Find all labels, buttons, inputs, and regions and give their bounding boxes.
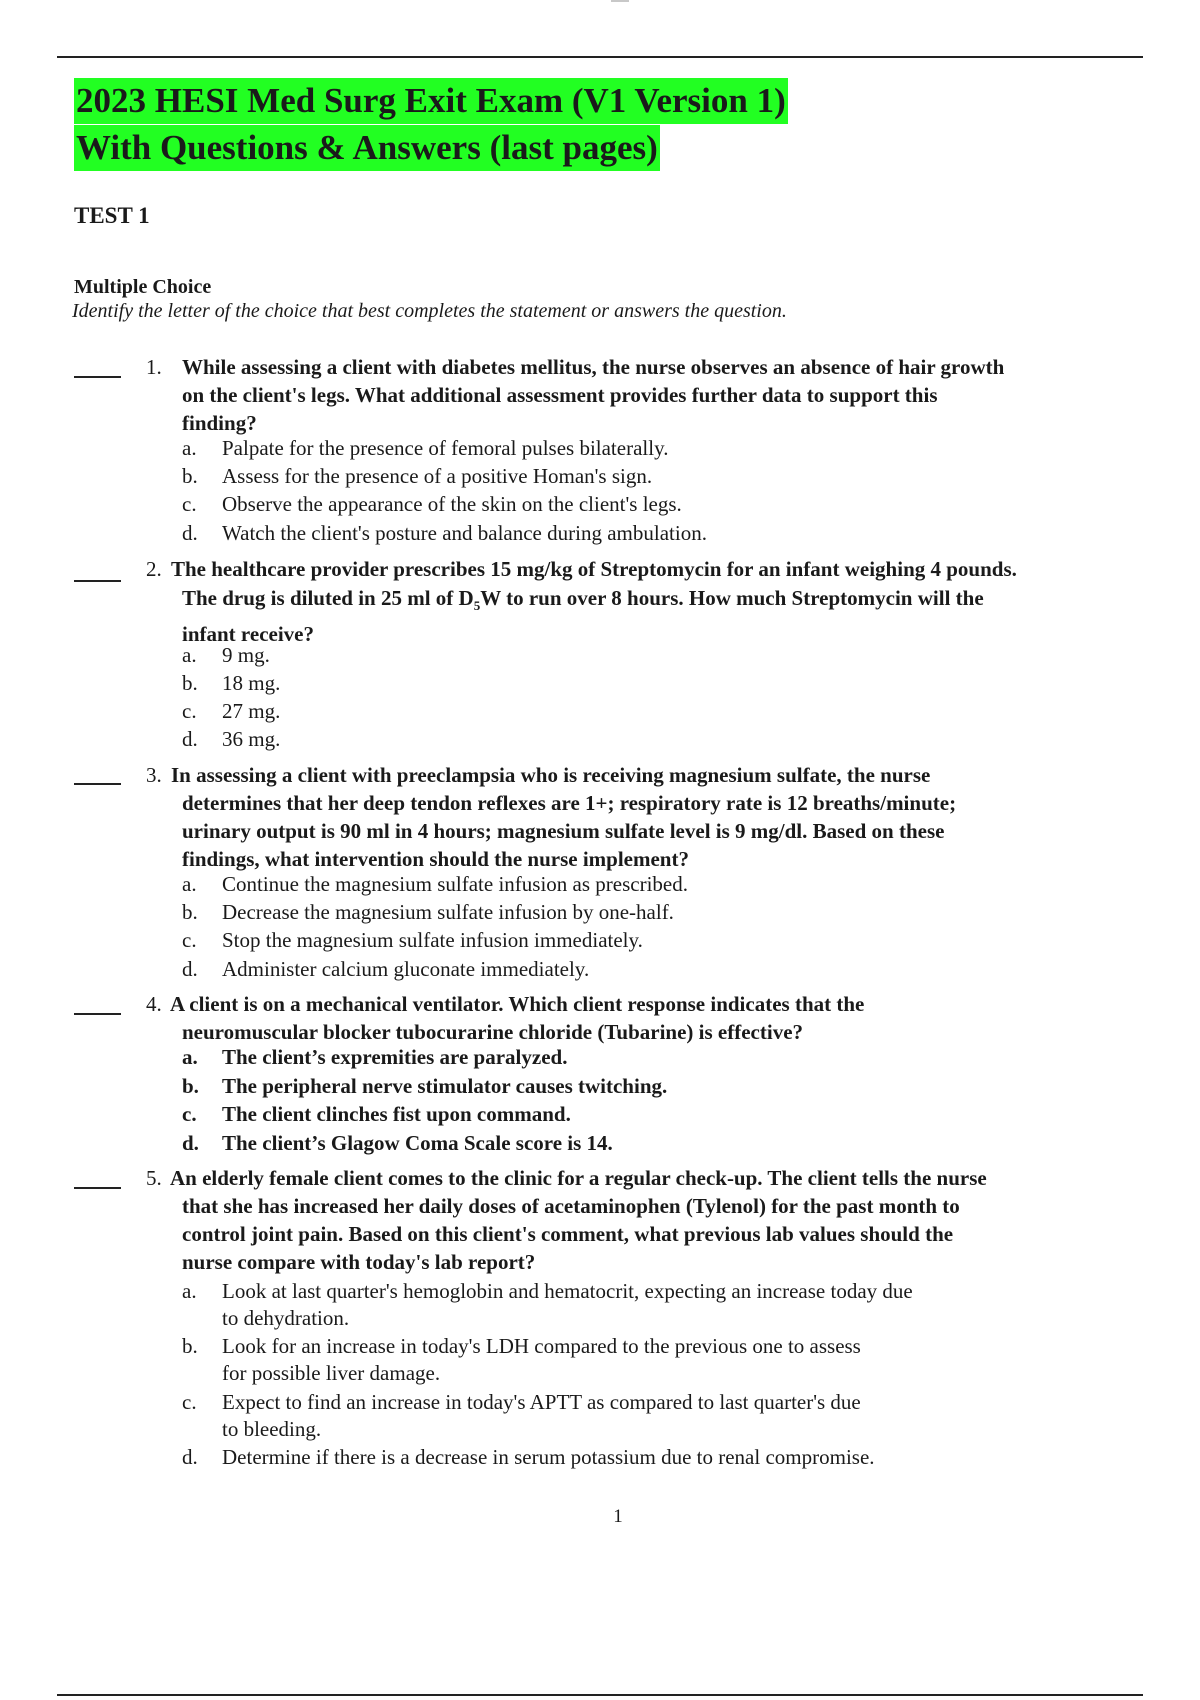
option-letter: d. — [182, 727, 198, 751]
option-text: The client’s Glagow Coma Scale score is 14. — [222, 1131, 613, 1155]
option-text: Observe the appearance of the skin on the client's legs. — [222, 492, 682, 516]
option-letter: d. — [182, 521, 198, 545]
question-5-text-cont — [182, 1192, 1152, 1276]
option-letter: c. — [182, 1390, 197, 1414]
option-letter: b. — [182, 671, 198, 695]
option-letter: a. — [182, 1045, 198, 1069]
question-line-part: W to run over 8 hours. How much Streptomycin will the — [480, 586, 984, 610]
option-letter: c. — [182, 928, 197, 952]
option-letter: c. — [182, 1102, 197, 1126]
question-line: A client is on a mechanical ventilator. Which client response indicates that the — [170, 992, 865, 1016]
title-line-2: With Questions & Answers (last pages) — [74, 125, 660, 171]
question-line: on the client's legs. What additional assessment provides further data to support this — [182, 383, 938, 407]
option-text: Continue the magnesium sulfate infusion as prescribed. — [222, 872, 688, 896]
option-text — [222, 1333, 1022, 1387]
option-letter: c. — [182, 492, 197, 516]
question-3-text — [171, 761, 1141, 789]
option-letter: c. — [182, 699, 197, 723]
question-line: The healthcare provider prescribes 15 mg/kg of Streptomycin for an infant weighing 4 pounds. — [171, 557, 1017, 581]
question-line: finding? — [182, 411, 257, 435]
option-letter: b. — [182, 900, 198, 924]
option-text: The client clinches fist upon command. — [222, 1102, 571, 1126]
option-letter: d. — [182, 957, 198, 981]
answer-blank-5[interactable] — [74, 1187, 121, 1189]
answer-blank-2[interactable] — [74, 580, 121, 582]
option-text: 36 mg. — [222, 727, 281, 751]
option-letter: b. — [182, 1334, 198, 1358]
option-text: Decrease the magnesium sulfate infusion by one-half. — [222, 900, 674, 924]
question-line: urinary output is 90 ml in 4 hours; magnesium sulfate level is 9 mg/dl. Based on these — [182, 819, 945, 843]
question-number: 3. — [146, 763, 162, 787]
option-letter: b. — [182, 464, 198, 488]
instructions: Identify the letter of the choice that best completes the statement or answers the question. — [72, 300, 787, 322]
top-edge-mark — [611, 0, 629, 2]
footer-rule — [57, 1694, 1143, 1696]
test-heading: TEST 1 — [74, 203, 150, 228]
option-letter: a. — [182, 872, 197, 896]
title-line-1: 2023 HESI Med Surg Exit Exam (V1 Version 1) — [74, 78, 788, 124]
option-letter: b. — [182, 1074, 199, 1098]
question-line: control joint pain. Based on this client's comment, what previous lab values should the — [182, 1222, 954, 1246]
question-line: infant receive? — [182, 622, 314, 647]
question-1-text — [182, 353, 1152, 437]
question-line: determines that her deep tendon reflexes are 1+; respiratory rate is 12 breaths/minute; — [182, 791, 957, 815]
option-text: Determine if there is a decrease in serum potassium due to renal compromise. — [222, 1445, 875, 1469]
question-line: While assessing a client with diabetes mellitus, the nurse observes an absence of hair growth — [182, 355, 1005, 379]
option-text-line: Look for an increase in today's LDH compared to the previous one to assess — [222, 1334, 861, 1358]
document-title — [74, 78, 788, 172]
option-letter: d. — [182, 1131, 199, 1155]
question-number: 2. — [146, 557, 162, 581]
page-number: 1 — [613, 1506, 623, 1527]
option-text: Stop the magnesium sulfate infusion immediately. — [222, 928, 643, 952]
option-letter: a. — [182, 1279, 197, 1303]
option-text-line: for possible liver damage. — [222, 1361, 441, 1385]
option-text: 9 mg. — [222, 643, 270, 667]
question-4-text — [170, 990, 1140, 1018]
option-text-line: to bleeding. — [222, 1417, 322, 1441]
question-number: 4. — [146, 992, 162, 1016]
option-text: 27 mg. — [222, 699, 281, 723]
option-text: Assess for the presence of a positive Homan's sign. — [222, 464, 653, 488]
option-text — [222, 1278, 1022, 1332]
question-line-part: The drug is diluted in 25 ml of D — [182, 586, 474, 610]
question-line: neuromuscular blocker tubocurarine chloride (Tubarine) is effective? — [182, 1020, 804, 1044]
option-letter: a. — [182, 643, 197, 667]
question-line: findings, what intervention should the nurse implement? — [182, 847, 689, 871]
option-text: Watch the client's posture and balance during ambulation. — [222, 521, 707, 545]
option-text-line: Expect to find an increase in today's APTT as compared to last quarter's due — [222, 1390, 861, 1414]
option-letter: d. — [182, 1445, 198, 1469]
question-5-text — [170, 1164, 1140, 1192]
header-rule — [57, 56, 1143, 58]
question-line — [182, 584, 1152, 620]
subscript: 5 — [473, 598, 481, 614]
question-line: In assessing a client with preeclampsia who is receiving magnesium sulfate, the nurse — [171, 763, 931, 787]
question-4-text-cont — [182, 1018, 1152, 1046]
question-2-text-cont — [182, 584, 1152, 648]
section-heading: Multiple Choice — [74, 276, 212, 298]
option-text: Administer calcium gluconate immediately. — [222, 957, 590, 981]
option-letter: a. — [182, 436, 197, 460]
option-text: Palpate for the presence of femoral pulses bilaterally. — [222, 436, 669, 460]
question-3-text-cont — [182, 789, 1152, 873]
question-line: nurse compare with today's lab report? — [182, 1250, 536, 1274]
question-number: 1. — [146, 355, 162, 379]
question-line: that she has increased her daily doses of acetaminophen (Tylenol) for the past month to — [182, 1194, 960, 1218]
option-text — [222, 1389, 1022, 1443]
option-text: The peripheral nerve stimulator causes twitching. — [222, 1074, 668, 1098]
option-text-line: to dehydration. — [222, 1306, 350, 1330]
option-text: 18 mg. — [222, 671, 281, 695]
answer-blank-3[interactable] — [74, 783, 121, 785]
option-text-line: Look at last quarter's hemoglobin and hematocrit, expecting an increase today due — [222, 1279, 913, 1303]
answer-blank-4[interactable] — [74, 1013, 121, 1015]
question-2-text — [171, 555, 1146, 583]
question-line: An elderly female client comes to the clinic for a regular check-up. The client tells the nurse — [170, 1166, 987, 1190]
answer-blank-1[interactable] — [74, 376, 121, 378]
option-text: The client’s expremities are paralyzed. — [222, 1045, 568, 1069]
question-number: 5. — [146, 1166, 162, 1190]
